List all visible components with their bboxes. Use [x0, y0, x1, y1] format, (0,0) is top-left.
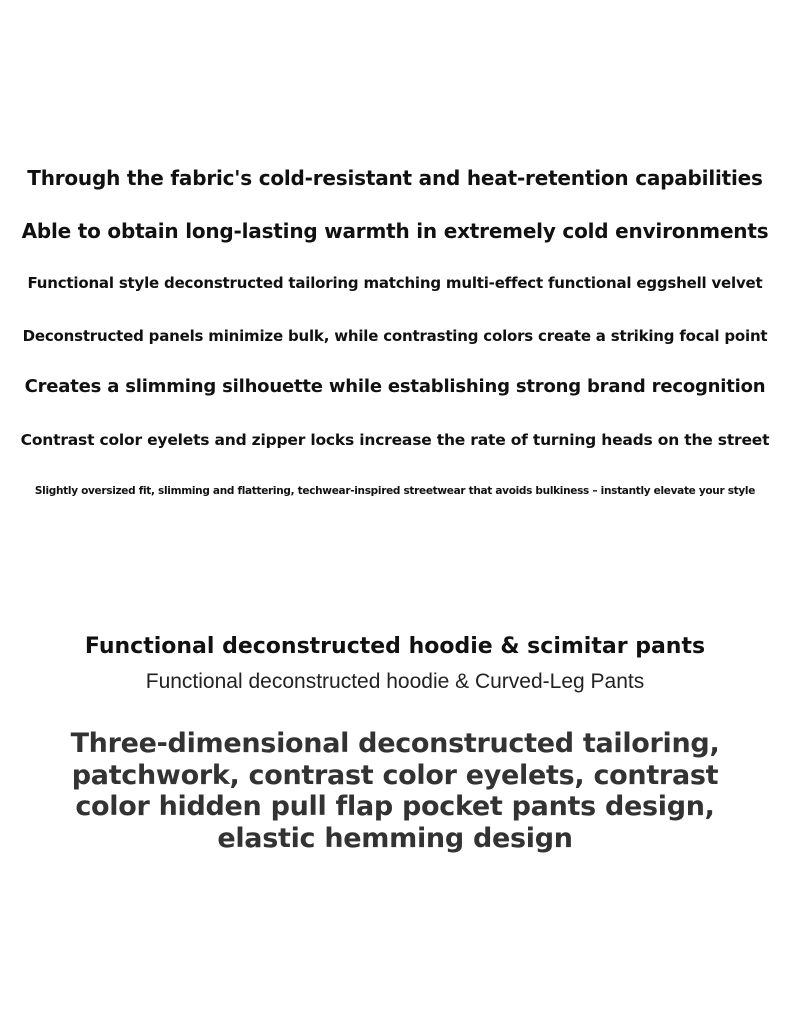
line-text: Creates a slimming silhouette while establishing strong brand recognition [24, 376, 766, 397]
feature-line-1 [0, 166, 790, 190]
line-text: Deconstructed panels minimize bulk, while contrasting colors create a striking focal point [22, 327, 768, 345]
feature-line-5 [0, 376, 790, 397]
line-text: Functional deconstructed hoodie & Curved-Leg Pants [145, 670, 645, 693]
feature-line-3 [0, 274, 790, 292]
line-text: Able to obtain long-lasting warmth in extremely cold environments [21, 219, 769, 243]
feature-line-4 [0, 327, 790, 345]
line-text: Contrast color eyelets and zipper locks increase the rate of turning heads on the street [20, 431, 770, 449]
product-title [0, 634, 790, 659]
product-description: Three-dimensional deconstructed tailoring, patchwork, contrast color eyelets, contrast color hidden pull flap pocket pants design, elastic hemming design [70, 728, 720, 854]
feature-line-6 [0, 431, 790, 449]
line-text: Functional deconstructed hoodie & scimitar pants [84, 634, 706, 659]
line-text: Functional style deconstructed tailoring matching multi-effect functional eggshell velvet [27, 274, 763, 292]
feature-line-7 [0, 485, 790, 497]
line-text: Through the fabric's cold-resistant and heat-retention capabilities [27, 166, 763, 190]
line-text: Slightly oversized fit, slimming and flattering, techwear-inspired streetwear that avoids bulkiness – instantly elevate your style [34, 485, 756, 497]
feature-line-2 [0, 219, 790, 243]
product-subtitle [0, 670, 790, 694]
